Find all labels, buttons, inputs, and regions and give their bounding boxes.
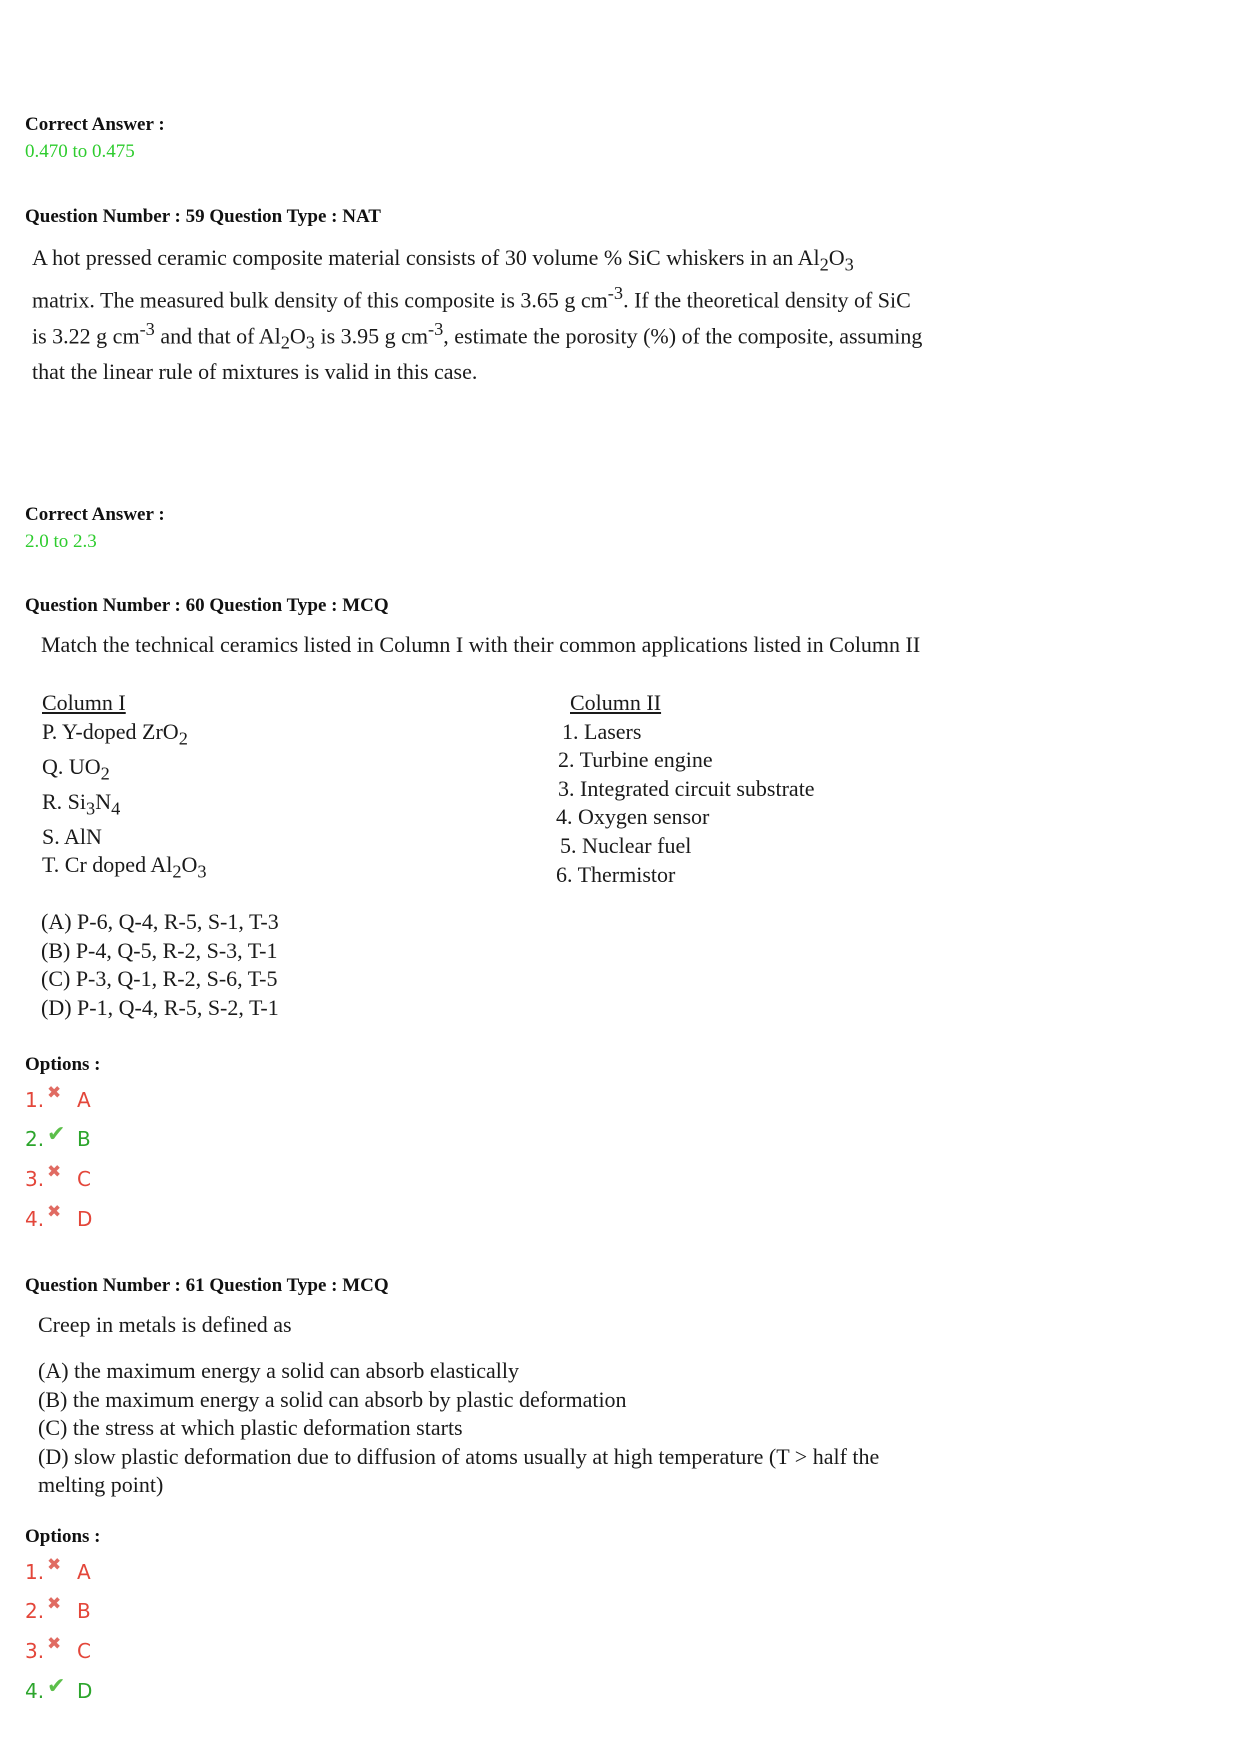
choice-b: (B) the maximum energy a solid can absorb by plastic deformation	[38, 1386, 627, 1412]
answer-choices-61	[38, 1357, 1138, 1500]
column-1	[42, 689, 207, 886]
answer-choices-60	[41, 908, 279, 1022]
option-1[interactable]: 1. ✖ A	[25, 1555, 91, 1584]
correct-answer-value: 2.0 to 2.3	[25, 531, 97, 552]
column-2-heading: Column II	[570, 690, 662, 715]
question-text-59: A hot pressed ceramic composite material consists of 30 volume % SiC whiskers in an $Al_2O_3$ matrix. The measured bulk density of this composite is 3.65 g $cm^{-3}$. If the theoretical density of SiC is 3.22 g $cm^{-3}$ and that of $Al_2O_3$ is 3.95 g $cm^{-3}$, estimate the porosity (%) of the composite, assuming that the linear rule of mixtures is valid in this case.	[32, 245, 923, 385]
column-1-item-r: R. $Si_3N_4$	[42, 788, 121, 818]
choice-b: (B) P-4, Q-5, R-2, S-3, T-1	[41, 937, 278, 963]
correct-answer-label: Correct Answer :	[25, 504, 165, 525]
column-2-item: 3. Integrated circuit substrate	[558, 775, 815, 801]
checkmark-icon: ✔	[47, 1673, 66, 1699]
column-2-item: 6. Thermistor	[556, 861, 676, 887]
option-2[interactable]: 2. ✖ B	[25, 1594, 91, 1623]
column-1-item-p: P. Y-doped ZrO$_2$	[42, 718, 188, 748]
cross-icon: ✖	[47, 1594, 62, 1614]
question-intro-60: Match the technical ceramics listed in Column I with their common applications listed in Column II	[41, 632, 921, 657]
option-3[interactable]: 3. ✖ C	[25, 1162, 91, 1191]
cross-icon: ✖	[47, 1162, 62, 1182]
column-2-item: 1. Lasers	[562, 718, 642, 744]
column-1-item-q: Q. $UO_2$	[42, 753, 110, 783]
option-2[interactable]: 2. ✔ B	[25, 1121, 91, 1151]
question-intro-61: Creep in metals is defined as	[38, 1312, 292, 1337]
question-header-59: Question Number : 59 Question Type : NAT	[25, 206, 381, 227]
choice-d: (D) P-1, Q-4, R-5, S-2, T-1	[41, 994, 279, 1020]
choice-a: (A) the maximum energy a solid can absorb elastically	[38, 1358, 520, 1383]
column-1-item-t: T. Cr doped $Al_2O_3$	[42, 852, 207, 882]
choice-c: (C) the stress at which plastic deformation starts	[38, 1415, 463, 1441]
column-2	[556, 689, 815, 889]
option-3[interactable]: 3. ✖ C	[25, 1634, 91, 1663]
choice-c: (C) P-3, Q-1, R-2, S-6, T-5	[41, 966, 278, 992]
cross-icon: ✖	[47, 1555, 62, 1575]
column-2-item: 2. Turbine engine	[558, 747, 713, 773]
correct-answer-label: Correct Answer :	[25, 114, 165, 135]
question-header-61: Question Number : 61 Question Type : MCQ	[25, 1275, 389, 1296]
question-header-60: Question Number : 60 Question Type : MCQ	[25, 595, 389, 616]
choice-d: (D) slow plastic deformation due to diffusion of atoms usually at high temperature (T > half the	[38, 1443, 880, 1469]
column-1-heading: Column I	[42, 690, 126, 715]
options-label: Options :	[25, 1054, 101, 1075]
choice-d-continued: melting point)	[38, 1472, 164, 1498]
option-1[interactable]: 1. ✖ A	[25, 1083, 91, 1112]
correct-answer-value: 0.470 to 0.475	[25, 141, 135, 162]
option-4[interactable]: 4. ✔ D	[25, 1673, 93, 1703]
options-label: Options :	[25, 1526, 101, 1547]
cross-icon: ✖	[47, 1202, 62, 1222]
column-1-item-s: S. AlN	[42, 823, 102, 849]
column-2-item: 5. Nuclear fuel	[560, 832, 692, 858]
column-2-item: 4. Oxygen sensor	[556, 804, 710, 830]
cross-icon: ✖	[47, 1083, 62, 1103]
option-4[interactable]: 4. ✖ D	[25, 1202, 93, 1231]
checkmark-icon: ✔	[47, 1121, 66, 1147]
choice-a: (A) P-6, Q-4, R-5, S-1, T-3	[41, 909, 279, 934]
cross-icon: ✖	[47, 1634, 62, 1654]
